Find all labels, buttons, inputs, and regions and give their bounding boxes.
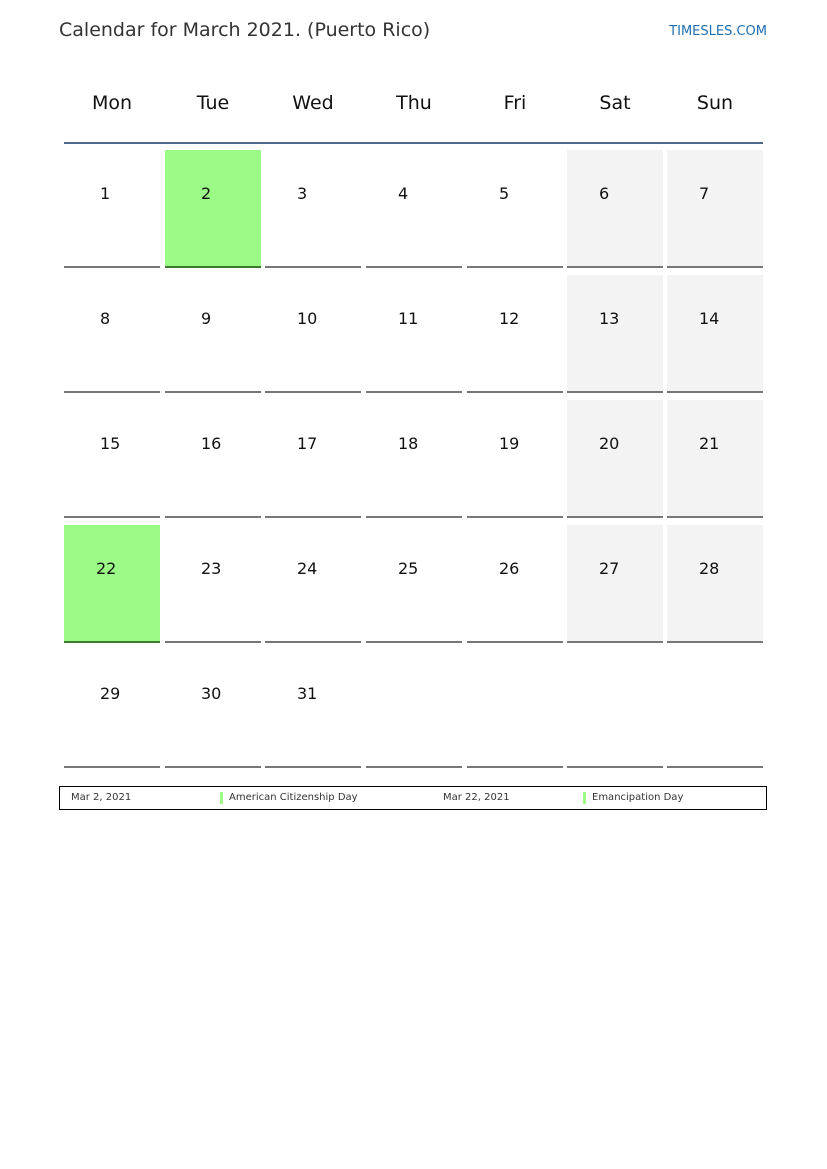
weekday-fri: Fri — [503, 92, 527, 114]
day-number: 4 — [398, 184, 409, 203]
day-number: 8 — [100, 309, 111, 328]
day-cell-17[interactable] — [265, 400, 361, 518]
day-number: 27 — [599, 559, 620, 578]
day-number: 20 — [599, 434, 620, 453]
day-number: 23 — [201, 559, 222, 578]
day-cell-28[interactable] — [667, 525, 763, 643]
weekday-header-row — [64, 92, 764, 116]
weekday-thu: Thu — [396, 92, 432, 114]
day-cell-13[interactable] — [567, 275, 663, 393]
day-number: 10 — [297, 309, 318, 328]
day-cell-25[interactable] — [366, 525, 462, 643]
legend-holiday-name: Emancipation Day — [592, 792, 684, 803]
day-number: 28 — [699, 559, 720, 578]
day-cell-10[interactable] — [265, 275, 361, 393]
day-number: 7 — [699, 184, 710, 203]
day-cell-22[interactable] — [64, 525, 160, 643]
day-number: 12 — [499, 309, 520, 328]
day-cell-26[interactable] — [467, 525, 563, 643]
day-cell-31[interactable] — [265, 650, 361, 768]
day-number: 5 — [499, 184, 510, 203]
weekday-wed: Wed — [292, 92, 334, 114]
day-cell-14[interactable] — [667, 275, 763, 393]
day-cell-3[interactable] — [265, 150, 361, 268]
day-number: 22 — [96, 559, 117, 578]
day-cell-15[interactable] — [64, 400, 160, 518]
day-number: 30 — [201, 684, 222, 703]
empty-day-cell-sun — [667, 650, 763, 768]
empty-day-cell-thu — [366, 650, 462, 768]
weekday-sat: Sat — [599, 92, 631, 114]
day-cell-27[interactable] — [567, 525, 663, 643]
day-cell-6[interactable] — [567, 150, 663, 268]
day-number: 24 — [297, 559, 318, 578]
day-cell-30[interactable] — [165, 650, 261, 768]
day-cell-4[interactable] — [366, 150, 462, 268]
day-cell-29[interactable] — [64, 650, 160, 768]
legend-date: Mar 2, 2021 — [71, 792, 132, 803]
day-cell-2[interactable] — [165, 150, 261, 268]
day-cell-23[interactable] — [165, 525, 261, 643]
day-number: 9 — [201, 309, 212, 328]
day-cell-11[interactable] — [366, 275, 462, 393]
legend-color-marker — [583, 792, 586, 804]
day-cell-8[interactable] — [64, 275, 160, 393]
legend-holiday-name: American Citizenship Day — [229, 792, 358, 803]
day-number: 19 — [499, 434, 520, 453]
empty-day-cell-fri — [467, 650, 563, 768]
day-number: 25 — [398, 559, 419, 578]
day-cell-24[interactable] — [265, 525, 361, 643]
day-number: 26 — [499, 559, 520, 578]
day-cell-20[interactable] — [567, 400, 663, 518]
weekday-sun: Sun — [696, 92, 734, 114]
day-cell-16[interactable] — [165, 400, 261, 518]
legend-color-marker — [220, 792, 223, 804]
day-cell-7[interactable] — [667, 150, 763, 268]
day-number: 11 — [398, 309, 419, 328]
day-number: 1 — [100, 184, 111, 203]
day-number: 3 — [297, 184, 308, 203]
weekday-mon: Mon — [91, 92, 133, 114]
header-divider — [64, 142, 763, 144]
day-number: 17 — [297, 434, 318, 453]
day-number: 6 — [599, 184, 610, 203]
day-number: 2 — [201, 184, 212, 203]
weekday-tue: Tue — [196, 92, 230, 114]
day-number: 21 — [699, 434, 720, 453]
holiday-legend — [59, 786, 767, 810]
calendar-title: Calendar for March 2021. (Puerto Rico) — [59, 19, 431, 41]
day-cell-12[interactable] — [467, 275, 563, 393]
day-number: 18 — [398, 434, 419, 453]
day-cell-19[interactable] — [467, 400, 563, 518]
day-number: 16 — [201, 434, 222, 453]
day-number: 29 — [100, 684, 121, 703]
day-cell-5[interactable] — [467, 150, 563, 268]
empty-day-cell-sat — [567, 650, 663, 768]
site-link[interactable]: TIMESLES.COM — [669, 24, 767, 39]
legend-date: Mar 22, 2021 — [443, 792, 510, 803]
day-cell-1[interactable] — [64, 150, 160, 268]
day-number: 14 — [699, 309, 720, 328]
day-cell-18[interactable] — [366, 400, 462, 518]
day-cell-21[interactable] — [667, 400, 763, 518]
day-number: 15 — [100, 434, 121, 453]
day-cell-9[interactable] — [165, 275, 261, 393]
day-number: 13 — [599, 309, 620, 328]
day-number: 31 — [297, 684, 318, 703]
